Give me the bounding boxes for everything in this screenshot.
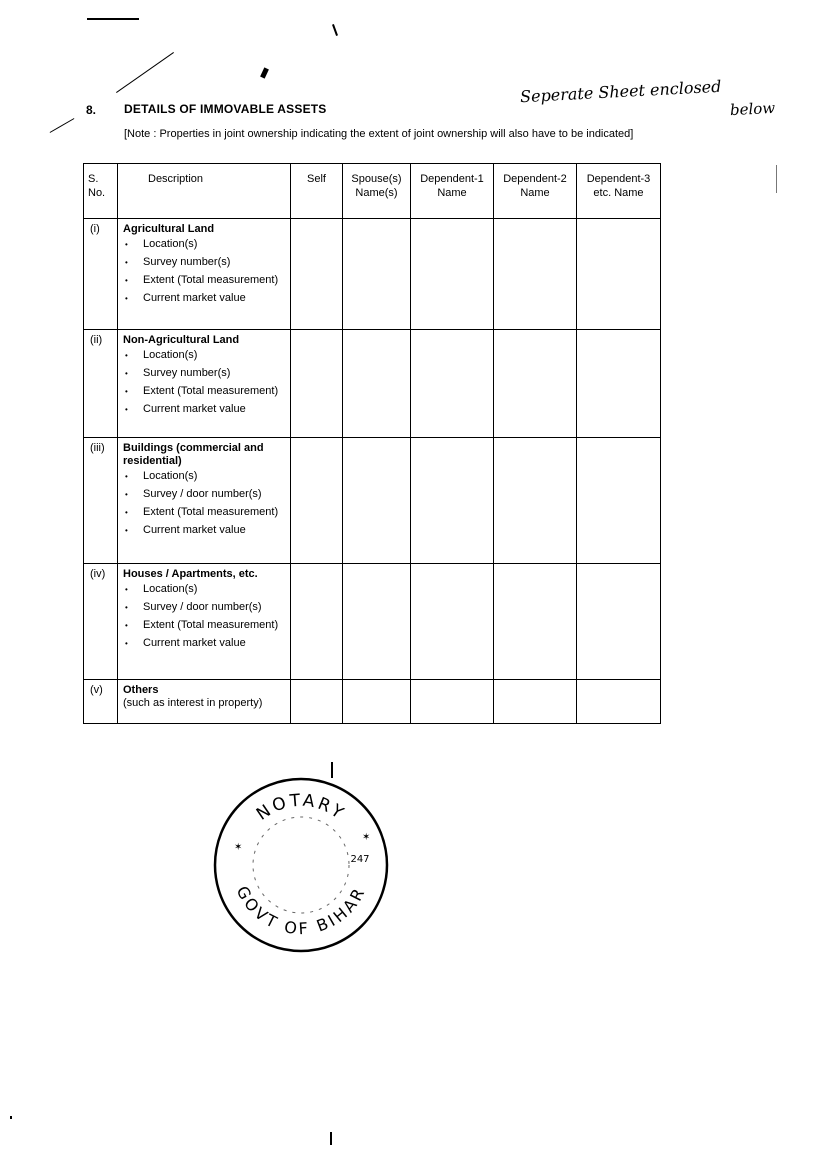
svg-text:GOVT OF BIHAR — [233, 883, 370, 939]
row-description — [118, 219, 291, 330]
column-header-dependent-3: Dependent-3 etc. Name — [577, 164, 661, 219]
column-header-sno: S. No. — [84, 164, 118, 219]
cell-dependent-1 — [411, 564, 494, 680]
list-item: • Current market value — [123, 292, 286, 305]
section-title: DETAILS OF IMMOVABLE ASSETS — [124, 102, 327, 116]
scan-mark — [776, 165, 777, 193]
list-item: • Location(s) — [123, 470, 286, 483]
row-description — [118, 564, 291, 680]
notary-seal — [212, 776, 390, 954]
table-row — [84, 219, 661, 330]
cell-dependent-2 — [494, 438, 577, 564]
cell-dependent-3 — [577, 438, 661, 564]
cell-self — [291, 438, 343, 564]
cell-dependent-2 — [494, 564, 577, 680]
list-item: • Survey / door number(s) — [123, 601, 286, 614]
list-item: • Extent (Total measurement) — [123, 385, 286, 398]
row-sno: (v) — [84, 680, 118, 724]
cell-dependent-1 — [411, 330, 494, 438]
column-header-spouse: Spouse(s) Name(s) — [343, 164, 411, 219]
cell-dependent-2 — [494, 219, 577, 330]
row-description — [118, 438, 291, 564]
seal-bottom-text: GOVT OF BIHAR — [232, 882, 370, 939]
table-row — [84, 438, 661, 564]
handwritten-annotation-continued: below — [729, 98, 776, 120]
row-title: Others — [123, 684, 159, 696]
seal-number: 247 — [350, 854, 370, 865]
immovable-assets-table — [83, 163, 661, 724]
cell-dependent-3 — [577, 330, 661, 438]
row-title: Agricultural Land — [123, 223, 215, 235]
cell-dependent-3 — [577, 219, 661, 330]
list-item: • Location(s) — [123, 583, 286, 596]
cell-spouse — [343, 438, 411, 564]
list-item: • Extent (Total measurement) — [123, 506, 286, 519]
cell-dependent-1 — [411, 438, 494, 564]
row-sno: (iv) — [84, 564, 118, 680]
cell-self — [291, 680, 343, 724]
cell-self — [291, 330, 343, 438]
row-title: Non-Agricultural Land — [123, 334, 240, 346]
scan-mark — [116, 52, 174, 93]
section-number: 8. — [86, 103, 97, 117]
list-item: • Extent (Total measurement) — [123, 274, 286, 287]
cell-dependent-1 — [411, 680, 494, 724]
cell-dependent-2 — [494, 330, 577, 438]
list-item: • Survey number(s) — [123, 367, 286, 380]
scan-mark — [87, 18, 139, 20]
list-item: • Survey / door number(s) — [123, 488, 286, 501]
column-header-dependent-1: Dependent-1 Name — [411, 164, 494, 219]
seal-star-icon: ✶ — [362, 832, 371, 843]
list-item: • Current market value — [123, 403, 286, 416]
list-item: • Extent (Total measurement) — [123, 619, 286, 632]
row-title: Houses / Apartments, etc. — [123, 568, 258, 580]
cell-spouse — [343, 680, 411, 724]
cell-self — [291, 564, 343, 680]
list-item: • Current market value — [123, 637, 286, 650]
cell-spouse — [343, 219, 411, 330]
list-item: • Location(s) — [123, 349, 286, 362]
row-subtitle: (such as interest in property) — [123, 697, 263, 709]
list-item: • Location(s) — [123, 238, 286, 251]
table-row — [84, 330, 661, 438]
row-title: Buildings (commercial and residential) — [123, 442, 264, 467]
cell-spouse — [343, 330, 411, 438]
table-row — [84, 680, 661, 724]
column-header-dependent-2: Dependent-2 Name — [494, 164, 577, 219]
column-header-description: Description — [118, 164, 291, 219]
seal-top-text: NOTARY — [252, 790, 350, 825]
section-note: [Note : Properties in joint ownership indicating the extent of joint ownership will also have to be indicated] — [124, 128, 634, 140]
row-sno: (ii) — [84, 330, 118, 438]
cell-dependent-1 — [411, 219, 494, 330]
handwritten-annotation: Seperate Sheet enclosed — [519, 76, 722, 107]
row-description — [118, 680, 291, 724]
scan-mark — [330, 1132, 332, 1145]
list-item: • Current market value — [123, 524, 286, 537]
cell-dependent-2 — [494, 680, 577, 724]
list-item: • Survey number(s) — [123, 256, 286, 269]
row-sno: (i) — [84, 219, 118, 330]
seal-star-icon: ✶ — [234, 842, 243, 853]
cell-dependent-3 — [577, 680, 661, 724]
column-header-self: Self — [291, 164, 343, 219]
cell-dependent-3 — [577, 564, 661, 680]
table-row — [84, 564, 661, 680]
table-header-row — [84, 164, 661, 219]
scan-mark — [10, 1116, 12, 1119]
cell-self — [291, 219, 343, 330]
scan-mark — [260, 67, 269, 78]
row-description — [118, 330, 291, 438]
scan-mark — [332, 24, 338, 36]
row-sno: (iii) — [84, 438, 118, 564]
scan-mark — [50, 118, 75, 133]
svg-text:NOTARY — [253, 791, 349, 825]
cell-spouse — [343, 564, 411, 680]
